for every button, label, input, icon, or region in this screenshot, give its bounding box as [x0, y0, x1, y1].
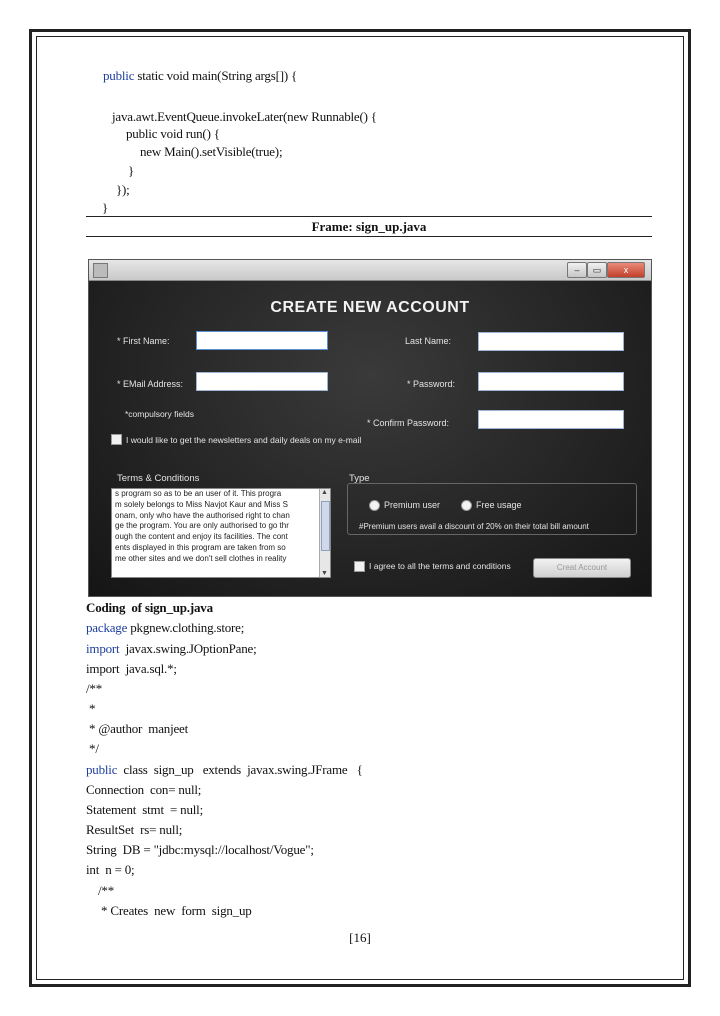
code-line: }	[102, 200, 109, 215]
code-line: }	[128, 163, 135, 178]
free-usage-radio[interactable]	[461, 500, 472, 511]
caption-rule-bottom	[86, 236, 652, 237]
code-line: Statement stmt = null;	[86, 802, 203, 817]
terms-scrollbar[interactable]	[319, 489, 330, 577]
last-name-label: Last Name:	[405, 336, 452, 346]
code-line: public class sign_up extends javax.swing.JFrame {	[86, 762, 363, 777]
code-line: new Main().setVisible(true);	[140, 144, 283, 159]
code-line: Connection con= null;	[86, 782, 202, 797]
java-app-icon	[93, 263, 108, 278]
scroll-thumb[interactable]	[321, 501, 330, 551]
minimize-button[interactable]: –	[567, 262, 587, 278]
code-line: });	[116, 182, 130, 197]
email-field[interactable]	[196, 372, 328, 391]
scroll-up-icon[interactable]: ▲	[321, 489, 328, 496]
code-line: */	[86, 741, 99, 756]
frame-caption: Frame: sign_up.java	[311, 219, 427, 234]
caption-rule-top	[86, 216, 652, 217]
premium-label: Premium user	[384, 500, 441, 510]
terms-title: Terms & Conditions	[117, 473, 200, 484]
terms-line: ough the content and enjoy its facilities. The cont	[115, 532, 288, 542]
premium-note: #Premium users avail a discount of 20% on their total bill amount	[359, 522, 589, 531]
scroll-down-icon[interactable]: ▼	[321, 570, 328, 577]
code-line: import java.sql.*;	[86, 661, 177, 676]
code-line: * @author manjeet	[86, 721, 189, 736]
compulsory-note: *compulsory fields	[125, 409, 194, 419]
code-line: package pkgnew.clothing.store;	[86, 620, 245, 635]
code-line: *	[86, 701, 96, 716]
terms-textarea[interactable]	[111, 488, 331, 578]
first-name-field[interactable]	[196, 331, 328, 350]
coding-heading: Coding of sign_up.java	[86, 600, 213, 615]
window-titlebar	[89, 260, 651, 281]
newsletter-label: I would like to get the newsletters and daily deals on my e-mail	[126, 435, 362, 445]
terms-line: me other sites and we don't sell clothes in reality	[115, 553, 287, 563]
create-account-button[interactable]: Creat Account	[533, 558, 631, 578]
confirm-password-label: * Confirm Password:	[367, 418, 450, 428]
terms-line: s program so as to be an user of it. This progra	[115, 489, 282, 498]
confirm-password-field[interactable]	[478, 410, 624, 429]
code-line: /**	[98, 883, 115, 898]
email-label: * EMail Address:	[117, 379, 184, 389]
maximize-button[interactable]: ▭	[587, 262, 607, 278]
code-line: import javax.swing.JOptionPane;	[86, 641, 257, 656]
agree-checkbox[interactable]	[354, 561, 365, 572]
password-field[interactable]	[478, 372, 624, 391]
terms-line: ents displayed in this program are taken from so	[115, 542, 286, 552]
code-line: * Creates new form sign_up	[98, 903, 252, 918]
code-line: java.awt.EventQueue.invokeLater(new Runnable() {	[112, 109, 377, 124]
code-line: public static void main(String args[]) {	[103, 68, 298, 83]
form-heading: CREATE NEW ACCOUNT	[270, 299, 470, 316]
free-usage-label: Free usage	[476, 500, 522, 510]
agree-label: I agree to all the terms and conditions	[369, 561, 511, 571]
code-line: /**	[86, 681, 103, 696]
code-line: int n = 0;	[86, 862, 135, 877]
terms-line: onam, only who have the authorised right to chan	[115, 510, 290, 520]
terms-line: ge the program. You are only authorised to go thr	[115, 521, 289, 531]
type-title: Type	[349, 473, 370, 484]
last-name-field[interactable]	[478, 332, 624, 351]
code-line: public void run() {	[126, 126, 220, 141]
password-label: * Password:	[407, 379, 456, 389]
code-line: ResultSet rs= null;	[86, 822, 183, 837]
premium-radio[interactable]	[369, 500, 380, 511]
first-name-label: * First Name:	[117, 336, 170, 346]
close-button[interactable]: x	[607, 262, 645, 278]
code-line: String DB = "jdbc:mysql://localhost/Vogue";	[86, 842, 314, 857]
signup-window-screenshot	[88, 259, 652, 597]
newsletter-checkbox[interactable]	[111, 434, 122, 445]
page-number: [16]	[349, 930, 371, 945]
terms-line: m solely belongs to Miss Navjot Kaur and Miss S	[115, 499, 288, 509]
form-panel	[89, 281, 651, 596]
